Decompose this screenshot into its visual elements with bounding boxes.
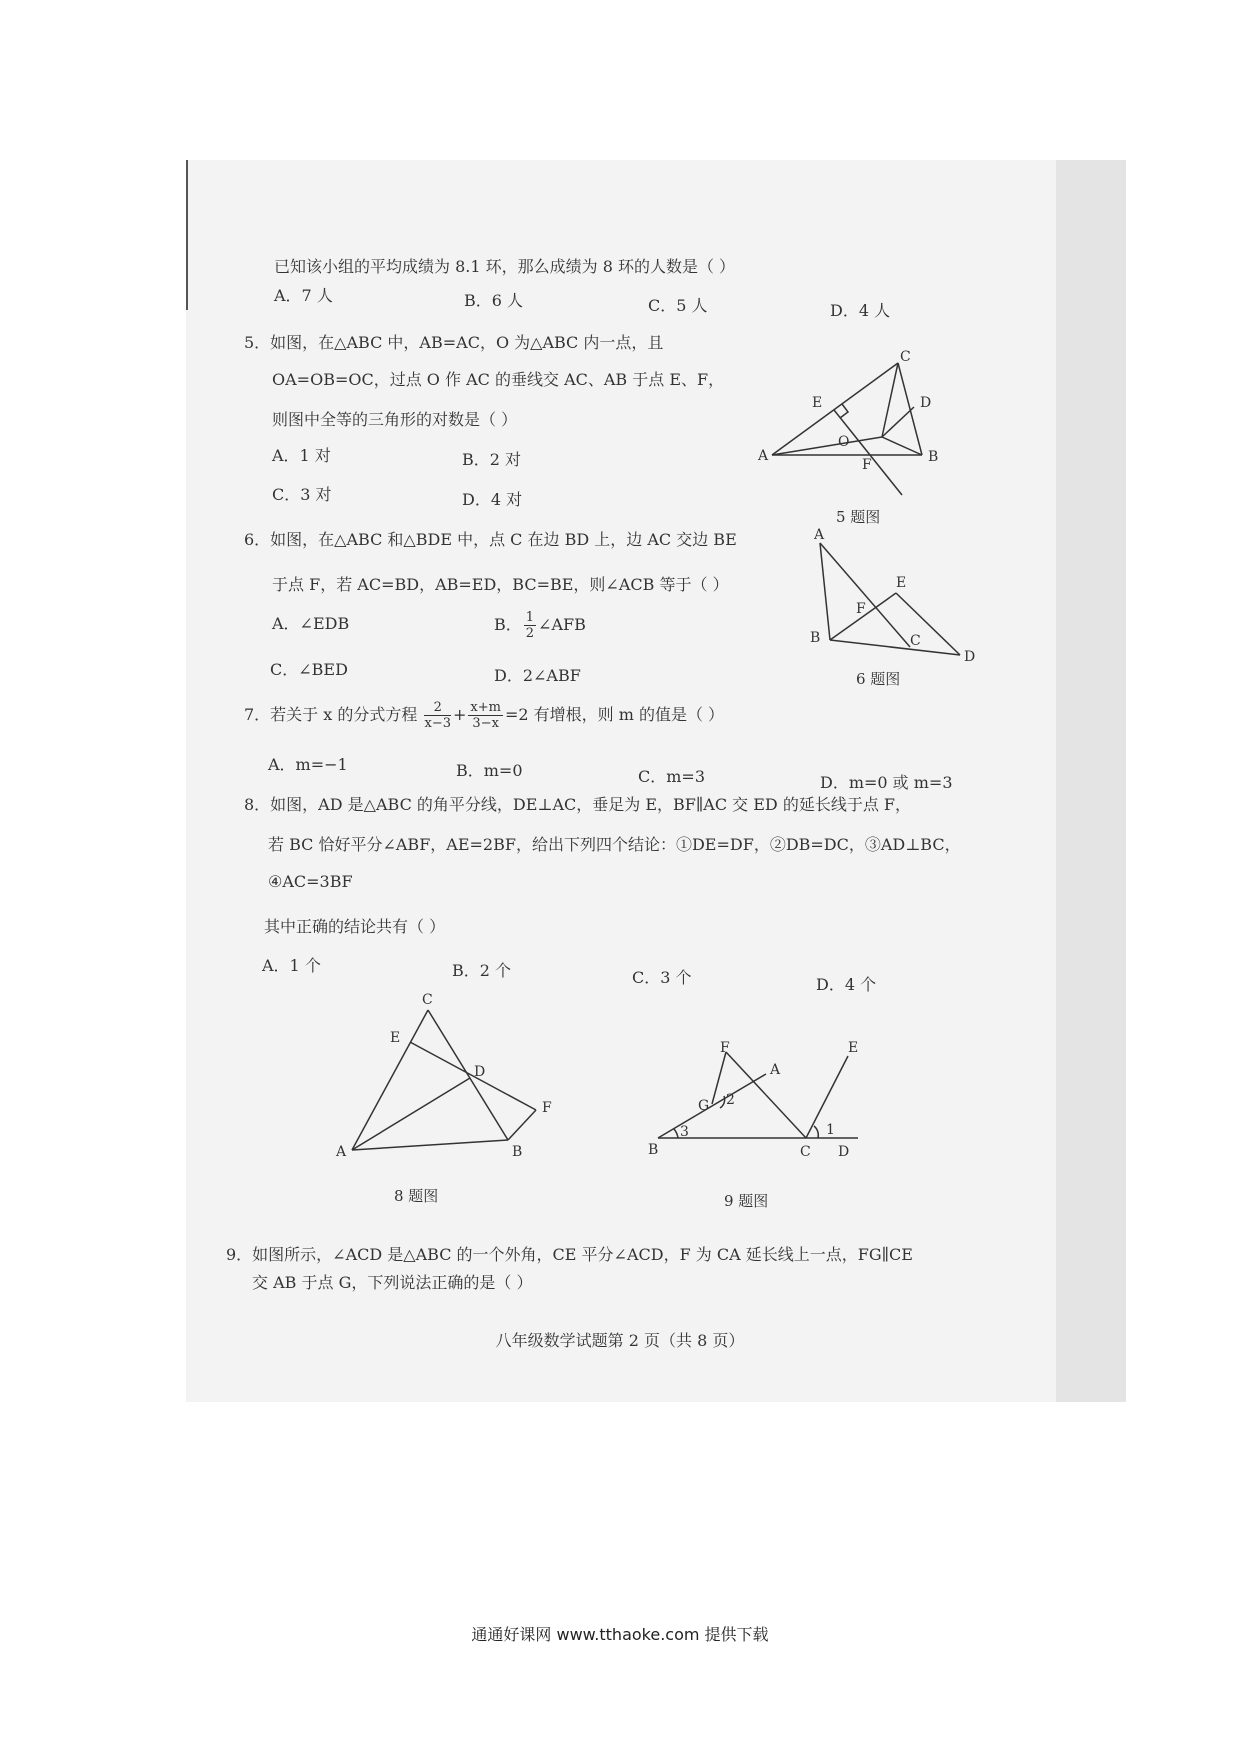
label-g: G [698,1098,710,1114]
label-a: A [814,527,825,543]
side-ed [896,593,960,655]
angle-1-arc [814,1126,818,1138]
q4-option-d: D．4 人 [830,301,891,320]
q4-option-b: B．6 人 [464,291,524,310]
q8-line4: 其中正确的结论共有（ ） [264,917,446,936]
q7-option-d: D．m=0 或 m=3 [820,773,953,792]
fraction-2-denominator: 3−x [472,716,499,731]
side-cb [428,1010,508,1140]
label-d: D [920,395,932,411]
label-b: B [810,630,821,646]
label-c: C [422,992,433,1008]
q4-option-a: A．7 人 [274,286,333,305]
q6-option-b-prefix: B． [494,615,522,634]
q8-line2: 若 BC 恰好平分∠ABF，AE=2BF，给出下列四个结论：①DE=DF，②DB=DC，③AD⊥BC， [268,835,961,854]
q9-line1: 9．如图所示，∠ACD 是△ABC 的一个外角，CE 平分∠ACD，F 为 CA 延长线上一点，FG∥CE [226,1245,913,1264]
q7-equation [244,700,724,731]
perpendicular-line [834,410,902,495]
bisector-ad [352,1078,470,1150]
right-angle-mark [840,404,848,418]
q7-suffix: =2 有增根，则 m 的值是（ ） [504,705,725,724]
q6-option-a: A．∠EDB [272,614,350,633]
label-e: E [848,1040,859,1056]
q5-option-a: A．1 对 [272,446,331,465]
q4-stem: 已知该小组的平均成绩为 8.1 环，那么成绩为 8 环的人数是（ ） [274,257,736,276]
q7-option-a: A．m=−1 [268,755,348,774]
label-o: O [838,434,850,450]
fraction-2 [468,700,503,731]
label-d: D [838,1144,850,1160]
plus-sign: + [452,705,467,724]
q8-option-a: A．1 个 [262,956,321,975]
label-d: D [474,1064,486,1080]
label-b: B [648,1142,659,1158]
label-f: F [720,1040,730,1056]
q6-option-d: D．2∠ABF [494,666,581,685]
segment-ao [772,437,882,455]
label-e: E [390,1030,401,1046]
q6-option-c: C．∠BED [270,660,348,679]
segment-oc [882,363,898,437]
label-b: B [512,1144,523,1160]
side-ac [772,363,898,455]
q6-line2: 于点 F，若 AC=BD，AB=ED，BC=BE，则∠ACB 等于（ ） [272,575,729,594]
side-ac [820,543,910,647]
q5-caption: 5 题图 [836,508,881,526]
line-ef [410,1042,536,1110]
fraction-numerator: 1 [525,610,535,625]
scan-shadow [1056,160,1126,1402]
angle-1-label: 1 [826,1122,835,1138]
q6-line1: 6．如图，在△ABC 和△BDE 中，点 C 在边 BD 上，边 AC 交边 BE [244,530,737,549]
side-cb [898,363,922,455]
q8-line1: 8．如图，AD 是△ABC 的角平分线，DE⊥AC，垂足为 E，BF∥AC 交 ED 的延长线于点 F， [244,795,912,814]
q6-caption: 6 题图 [856,670,901,688]
fraction-half [524,610,536,641]
angle-2-arc [720,1096,725,1108]
footer-watermark: 通通好课网 www.tthaoke.com 提供下载 [471,1625,769,1644]
label-a: A [758,448,769,464]
label-b: B [928,449,939,465]
q7-option-b: B．m=0 [456,761,523,780]
q5-line1: 5．如图，在△ABC 中，AB=AC，O 为△ABC 内一点，且 [244,333,664,352]
fraction-1-denominator: x−3 [424,716,451,731]
side-ba [658,1074,766,1138]
label-f: F [542,1100,552,1116]
label-e: E [812,395,823,411]
q7-prefix: 7．若关于 x 的分式方程 [244,705,418,724]
q4-option-c: C．5 人 [648,296,708,315]
q5-option-d: D．4 对 [462,490,523,509]
label-c: C [800,1144,811,1160]
q6-option-b-suffix: ∠AFB [538,615,586,634]
angle-3-arc [674,1129,678,1138]
q8-option-c: C．3 个 [632,968,692,987]
label-e: E [896,575,907,591]
side-bd [830,640,960,655]
q8-option-d: D．4 个 [816,975,877,994]
q8-caption: 8 题图 [394,1187,439,1205]
label-c: C [910,633,921,649]
q7-option-c: C．m=3 [638,767,706,786]
line-fc [726,1052,806,1138]
side-ab [820,543,830,640]
fraction-1 [424,700,451,731]
fraction-1-numerator: 2 [424,700,451,716]
q6-option-b [494,610,586,641]
q5-line3: 则图中全等的三角形的对数是（ ） [272,410,518,429]
q9-line2: 交 AB 于点 G，下列说法正确的是（ ） [252,1273,533,1292]
q5-option-c: C．3 对 [272,485,332,504]
q9-caption: 9 题图 [724,1192,769,1210]
label-a: A [336,1144,347,1160]
q5-figure [750,345,960,500]
fraction-2-numerator: x+m [470,700,501,715]
label-d: D [964,649,976,665]
q6-figure [800,525,980,670]
side-ab [352,1140,508,1150]
scan-border [186,160,188,310]
q8-option-b: B．2 个 [452,961,512,980]
q5-option-b: B．2 对 [462,450,522,469]
angle-2-label: 2 [726,1092,735,1108]
fraction-denominator: 2 [525,626,535,641]
q9-figure [640,1030,880,1170]
label-a: A [770,1062,781,1078]
q8-line3: ④AC=3BF [268,872,353,891]
label-f: F [862,457,872,473]
label-f: F [856,601,866,617]
label-c: C [900,349,911,365]
segment-bf [508,1110,536,1140]
q8-figure [330,990,560,1170]
angle-3-label: 3 [680,1124,689,1140]
page-number: 八年级数学试题第 2 页（共 8 页） [495,1331,745,1350]
segment-ob [882,437,922,455]
q5-line2: OA=OB=OC，过点 O 作 AC 的垂线交 AC、AB 于点 E、F， [272,370,725,389]
